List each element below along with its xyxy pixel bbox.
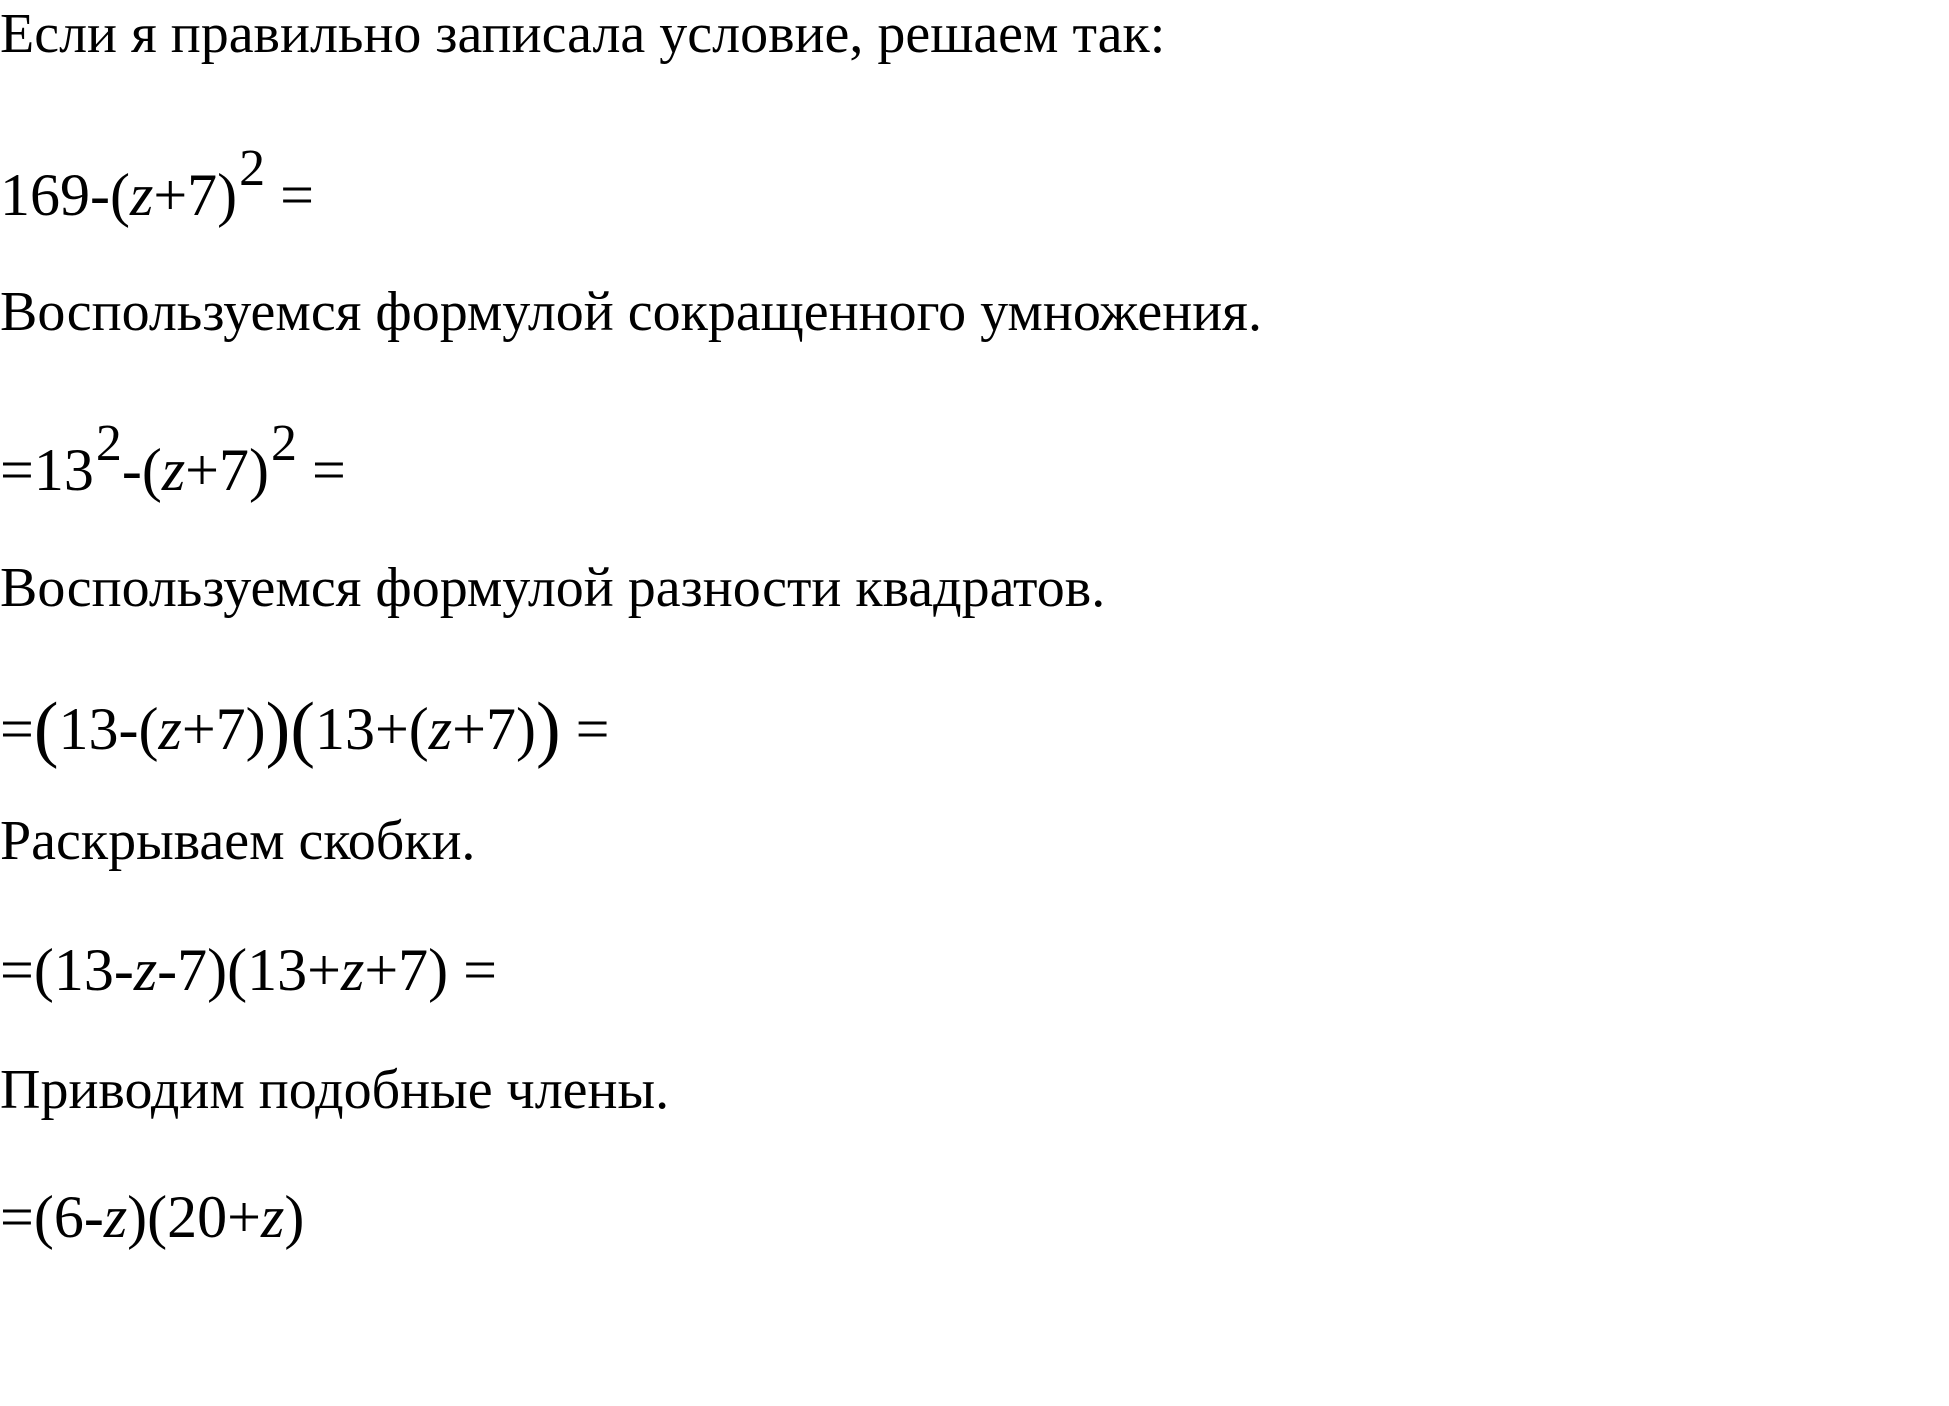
variable-z: z [428,696,453,762]
intro-text: Если я правильно записала условие, решаем так: [0,3,1166,65]
variable-z: z [129,162,154,228]
expression-1 [0,140,314,228]
exponent: 2 [95,415,122,472]
big-right-paren: ) [265,688,291,770]
expression-2 [0,415,346,503]
step-4-note: Приводим подобные члены. [0,1059,670,1121]
exponent: 2 [239,140,266,197]
expression-5-part: =(6- [0,1184,104,1250]
expression-3-part: 13-( [58,696,159,762]
variable-z: z [260,1184,285,1250]
expression-4-part: -7)(13+ [157,937,341,1003]
expression-4-part: +7) = [364,937,497,1003]
expression-4-part: =(13- [0,937,134,1003]
step-2-note: Воспользуемся формулой разности квадратов. [0,557,1106,619]
expression-2-part: +7) [185,437,269,503]
expression-3-part: +7) [181,696,266,762]
step-3-note: Раскрываем скобки. [0,810,476,872]
variable-z: z [161,437,186,503]
variable-z: z [158,696,182,762]
expression-2-part: -( [121,437,162,503]
big-right-paren: ) [535,688,561,770]
expression-5-part: ) [284,1184,305,1250]
variable-z: z [133,937,158,1003]
expression-3-part: 13+( [314,696,429,762]
big-left-paren: ( [290,688,315,770]
expression-1-part: = [265,162,314,228]
exponent: 2 [271,415,297,472]
expression-3 [0,688,610,770]
expression-3-part: = [560,696,610,762]
expression-5 [0,1184,305,1250]
expression-1-part: 169-( [0,162,130,228]
variable-z: z [103,1184,128,1250]
expression-2-part: = [297,437,346,503]
big-left-paren: ( [33,688,59,770]
expression-2-part: =13 [0,437,94,503]
expression-4 [0,937,497,1003]
expression-3-part: +7) [452,696,536,762]
variable-z: z [340,937,365,1003]
step-1-note: Воспользуемся формулой сокращенного умножения. [0,281,1262,343]
expression-5-part: )(20+ [127,1184,261,1250]
expression-1-part: +7) [153,162,238,228]
expression-3-part: = [0,696,34,762]
